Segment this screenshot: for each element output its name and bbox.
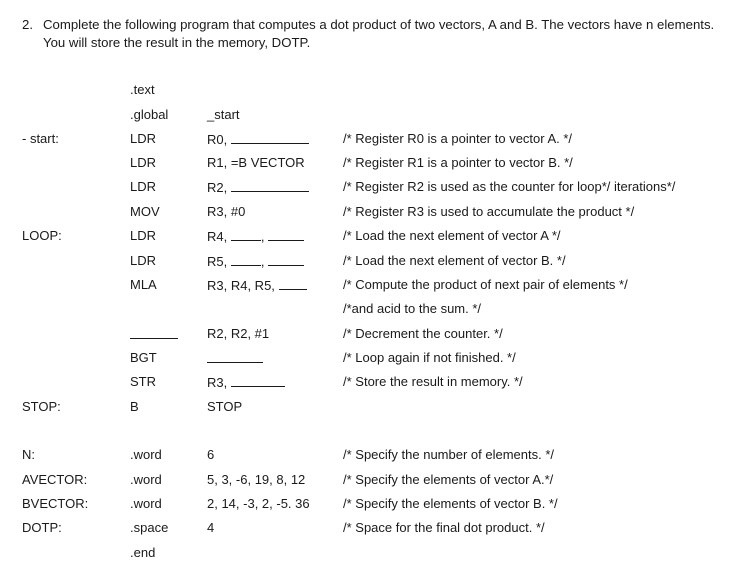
comment: /* Decrement the counter. */ — [343, 326, 503, 341]
opcode: LDR — [130, 253, 157, 268]
code-row-str — [0, 373, 734, 391]
value: 4 — [207, 520, 215, 535]
data-row-dotp — [0, 519, 734, 537]
operand: R5, , — [207, 252, 304, 271]
answer-blank[interactable] — [231, 178, 309, 192]
answer-blank[interactable] — [231, 227, 261, 241]
answer-blank[interactable] — [231, 252, 261, 266]
comment: /*and acid to the sum. */ — [343, 301, 482, 316]
directive: .word — [130, 447, 162, 462]
comment: /* Load the next element of vector A */ — [343, 228, 561, 243]
code-row-stop — [0, 398, 734, 416]
opcode: LDR — [130, 179, 157, 194]
opcode: MLA — [130, 277, 157, 292]
code-row-text-directive — [0, 81, 734, 99]
opcode: LDR — [130, 228, 157, 243]
comment: /* Load the next element of vector B. */ — [343, 253, 566, 268]
data-row-bvector — [0, 495, 734, 513]
comment: /* Space for the final dot product. */ — [343, 520, 545, 535]
operand-blank — [207, 349, 263, 368]
comment: /* Loop again if not finished. */ — [343, 350, 516, 365]
directive-text: .text — [130, 82, 155, 97]
operand: R0, — [207, 130, 309, 149]
code-row-start — [0, 130, 734, 148]
opcode: LDR — [130, 131, 157, 146]
comment: /* Register R2 is used as the counter for loop*/ iterations*/ — [343, 179, 676, 194]
comment: /* Compute the product of next pair of elements */ — [343, 277, 628, 292]
data-row-n — [0, 446, 734, 464]
operand: R3, — [207, 373, 285, 392]
code-row-mla — [0, 276, 734, 294]
directive: .word — [130, 472, 162, 487]
operand: R2, — [207, 178, 309, 197]
label-loop: LOOP: — [22, 228, 62, 243]
comment: /* Specify the number of elements. */ — [343, 447, 554, 462]
operand: R4, , — [207, 227, 304, 246]
opcode-blank — [130, 325, 178, 344]
operand: R3, #0 — [207, 204, 246, 219]
value: 2, 14, -3, 2, -5. 36 — [207, 496, 310, 511]
answer-blank[interactable] — [207, 349, 263, 363]
label-n: N: — [22, 447, 35, 462]
question-number: 2. — [22, 17, 33, 32]
code-row-global — [0, 106, 734, 124]
answer-blank[interactable] — [279, 276, 307, 290]
value: 5, 3, -6, 19, 8, 12 — [207, 472, 306, 487]
directive-global: .global — [130, 107, 169, 122]
label-start: - start: — [22, 131, 59, 146]
comment: /* Store the result in memory. */ — [343, 374, 523, 389]
opcode: MOV — [130, 204, 160, 219]
directive-end: .end — [130, 545, 156, 560]
opcode: BGT — [130, 350, 157, 365]
label-stop: STOP: — [22, 399, 61, 414]
answer-blank[interactable] — [268, 252, 304, 266]
code-row-loop — [0, 227, 734, 245]
code-row-ldr-count — [0, 178, 734, 196]
code-row-ldr-r5 — [0, 252, 734, 270]
global-symbol: _start — [207, 107, 240, 122]
operand: R3, R4, R5, — [207, 276, 307, 295]
operand: STOP — [207, 399, 243, 414]
question — [22, 16, 722, 52]
opcode: STR — [130, 374, 156, 389]
label-dotp: DOTP: — [22, 520, 62, 535]
code-row-mov — [0, 203, 734, 221]
code-row-end — [0, 544, 734, 562]
comment: /* Specify the elements of vector B. */ — [343, 496, 558, 511]
opcode: LDR — [130, 155, 157, 170]
code-row-bgt — [0, 349, 734, 367]
answer-blank[interactable] — [268, 227, 304, 241]
data-row-avector — [0, 471, 734, 489]
label-bvector: BVECTOR: — [22, 496, 89, 511]
value: 6 — [207, 447, 215, 462]
answer-blank[interactable] — [231, 373, 285, 387]
directive: .space — [130, 520, 169, 535]
question-text: Complete the following program that computes a dot product of two vectors, A and B. The vectors have n elements. You will store the result in the memory, DOTP. — [43, 17, 715, 50]
comment: /* Register R1 is a pointer to vector B. */ — [343, 155, 573, 170]
label-avector: AVECTOR: — [22, 472, 88, 487]
code-row-mla-cont — [0, 300, 734, 318]
comment: /* Register R3 is used to accumulate the product */ — [343, 204, 635, 219]
code-row-ldr-b — [0, 154, 734, 172]
answer-blank[interactable] — [231, 130, 309, 144]
directive: .word — [130, 496, 162, 511]
code-row-decrement — [0, 325, 734, 343]
comment: /* Specify the elements of vector A.*/ — [343, 472, 554, 487]
comment: /* Register R0 is a pointer to vector A. */ — [343, 131, 573, 146]
answer-blank[interactable] — [130, 325, 178, 339]
opcode: B — [130, 399, 139, 414]
operand: R1, =B VECTOR — [207, 155, 305, 170]
operand: R2, R2, #1 — [207, 326, 270, 341]
